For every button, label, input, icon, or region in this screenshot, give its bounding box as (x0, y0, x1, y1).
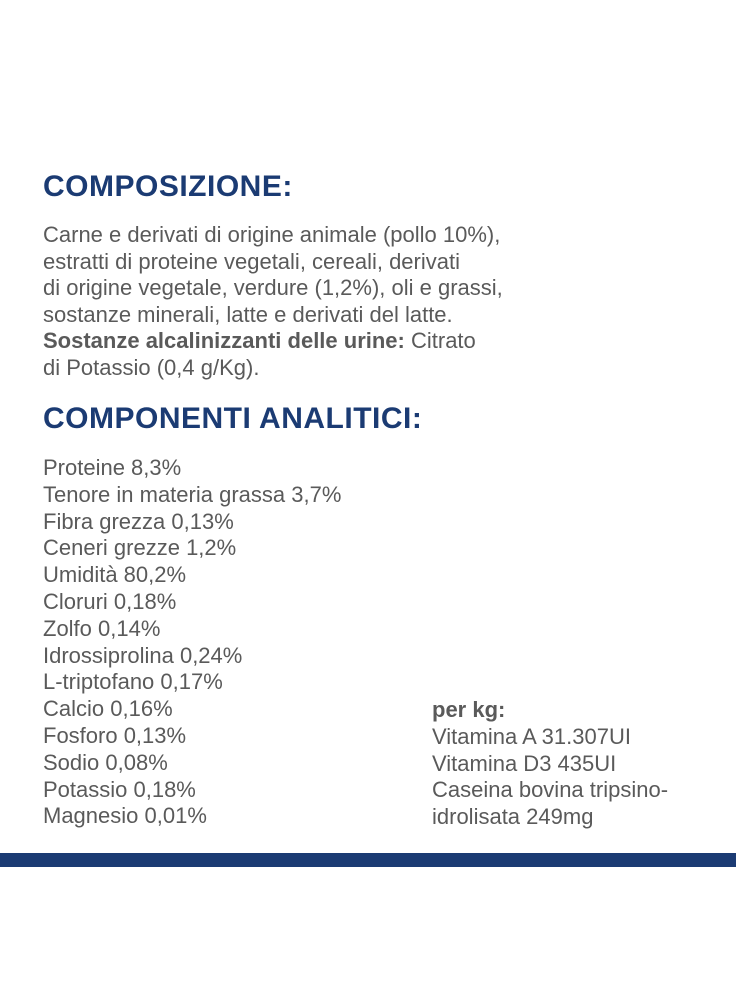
list-item: Cloruri 0,18% (43, 588, 177, 614)
composition-heading: COMPOSIZIONE: (43, 170, 293, 203)
composition-line: di origine vegetale, verdure (1,2%), oli e grassi, (43, 275, 503, 300)
per-kg-list (432, 697, 668, 831)
alkaline-line (43, 328, 723, 355)
per-kg-title: per kg: (432, 697, 506, 722)
composition-line: sostanze minerali, latte e derivati del latte. (43, 301, 453, 327)
composition-line: estratti di proteine vegetali, cereali, derivati (43, 248, 460, 274)
analytics-heading: COMPONENTI ANALITICI: (43, 402, 423, 435)
list-item: Caseina bovina tripsino- (432, 777, 669, 803)
list-item: Zolfo 0,14% (43, 615, 161, 641)
list-item: Vitamina A 31.307UI (432, 723, 631, 749)
list-item: Idrossiprolina 0,24% (43, 642, 243, 668)
alkaline-label: Sostanze alcalinizzanti delle urine: (43, 328, 405, 353)
list-item: idrolisata 249mg (432, 804, 594, 830)
alkaline-line-2: di Potassio (0,4 g/Kg). (43, 354, 260, 380)
list-item: Fosforo 0,13% (43, 722, 187, 748)
list-item: Ceneri grezze 1,2% (43, 535, 237, 561)
list-item: Sodio 0,08% (43, 749, 168, 775)
list-item: Vitamina D3 435UI (432, 750, 617, 776)
list-item: Proteine 8,3% (43, 455, 182, 480)
list-item: Tenore in materia grassa 3,7% (43, 481, 342, 507)
footer-divider-bar (0, 853, 736, 867)
list-item: Fibra grezza 0,13% (43, 508, 234, 534)
list-item: Potassio 0,18% (43, 776, 196, 802)
list-item: Magnesio 0,01% (43, 803, 207, 829)
list-item: Calcio 0,16% (43, 696, 173, 722)
list-item: Umidità 80,2% (43, 562, 187, 588)
list-item: L-triptofano 0,17% (43, 669, 223, 695)
composition-line: Carne e derivati di origine animale (pollo 10%), (43, 222, 501, 247)
analytics-list (43, 455, 341, 830)
composition-text (43, 222, 723, 381)
alkaline-text: Citrato (404, 328, 476, 353)
